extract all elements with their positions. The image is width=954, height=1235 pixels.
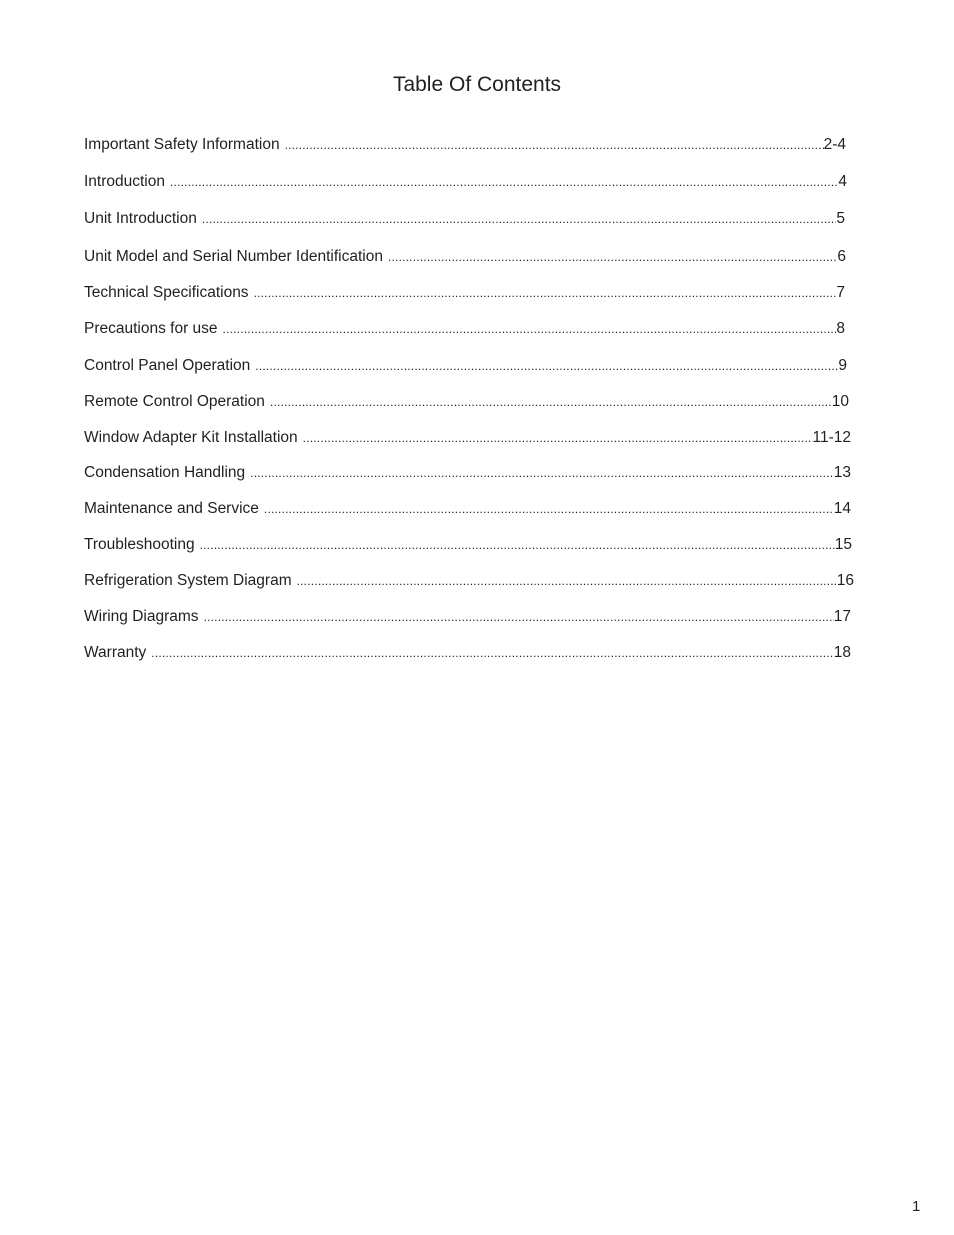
toc-dot-leader	[270, 392, 832, 412]
toc-dot-leader	[254, 283, 837, 303]
toc-entry-page: 13	[833, 464, 851, 481]
toc-entry-window-adapter-kit[interactable]	[84, 428, 851, 448]
toc-entry-page: 15	[834, 536, 852, 553]
toc-entry-label: Remote Control Operation	[84, 393, 265, 410]
toc-entry-precautions-for-use[interactable]	[84, 319, 845, 339]
toc-entry-page: 11-12	[812, 429, 851, 446]
toc-entry-page: 18	[833, 644, 851, 661]
toc-dot-leader	[303, 428, 813, 448]
toc-dot-leader	[250, 463, 834, 483]
toc-entry-remote-control-operation[interactable]	[84, 392, 849, 412]
toc-entry-wiring-diagrams[interactable]	[84, 607, 851, 627]
toc-entry-label: Unit Model and Serial Number Identification	[84, 248, 383, 265]
page-title: Table Of Contents	[392, 73, 562, 96]
toc-entry-label: Important Safety Information	[84, 136, 280, 153]
toc-entry-label: Condensation Handling	[84, 464, 246, 481]
toc-dot-leader	[170, 172, 838, 192]
toc-dot-leader	[388, 247, 837, 267]
toc-dot-leader	[285, 135, 824, 155]
toc-entry-introduction[interactable]	[84, 172, 847, 192]
page-number: 1	[912, 1198, 921, 1215]
toc-dot-leader	[264, 499, 834, 519]
toc-dot-leader	[255, 356, 838, 376]
toc-entry-label: Window Adapter Kit Installation	[84, 429, 298, 446]
toc-entry-maintenance-and-service[interactable]	[84, 499, 851, 519]
toc-entry-page: 9	[838, 357, 847, 374]
toc-entry-control-panel-operation[interactable]	[84, 356, 847, 376]
toc-entry-refrigeration-system-diagram[interactable]	[84, 571, 854, 591]
toc-entry-label: Unit Introduction	[84, 210, 197, 227]
toc-entry-label: Warranty	[84, 644, 147, 661]
toc-entry-condensation-handling[interactable]	[84, 463, 851, 483]
toc-entry-page: 14	[833, 500, 851, 517]
toc-entry-warranty[interactable]	[84, 643, 851, 663]
toc-dot-leader	[202, 209, 837, 229]
toc-entry-page: 16	[836, 572, 854, 589]
toc-entry-label: Technical Specifications	[84, 284, 249, 301]
toc-dot-leader	[200, 535, 835, 555]
toc-dot-leader	[204, 607, 834, 627]
toc-entry-page: 10	[831, 393, 849, 410]
toc-entry-important-safety-information[interactable]	[84, 135, 846, 155]
toc-entry-label: Control Panel Operation	[84, 357, 251, 374]
toc-entry-page: 17	[833, 608, 851, 625]
toc-dot-leader	[297, 571, 837, 591]
toc-entry-page: 7	[836, 284, 845, 301]
toc-entry-label: Precautions for use	[84, 320, 218, 337]
toc-dot-leader	[151, 643, 833, 663]
toc-entry-label: Refrigeration System Diagram	[84, 572, 292, 589]
toc-entry-label: Maintenance and Service	[84, 500, 259, 517]
toc-entry-unit-model-serial-number[interactable]	[84, 247, 846, 267]
toc-entry-page: 2-4	[823, 136, 846, 153]
toc-entry-page: 8	[836, 320, 845, 337]
toc-entry-label: Introduction	[84, 173, 165, 190]
toc-entry-label: Troubleshooting	[84, 536, 195, 553]
toc-entry-label: Wiring Diagrams	[84, 608, 199, 625]
toc-entry-page: 6	[837, 248, 846, 265]
toc-entry-troubleshooting[interactable]	[84, 535, 852, 555]
toc-entry-page: 4	[838, 173, 847, 190]
toc-entry-page: 5	[836, 210, 845, 227]
toc-entry-technical-specifications[interactable]	[84, 283, 845, 303]
toc-entry-unit-introduction[interactable]	[84, 209, 845, 229]
toc-dot-leader	[223, 319, 837, 339]
